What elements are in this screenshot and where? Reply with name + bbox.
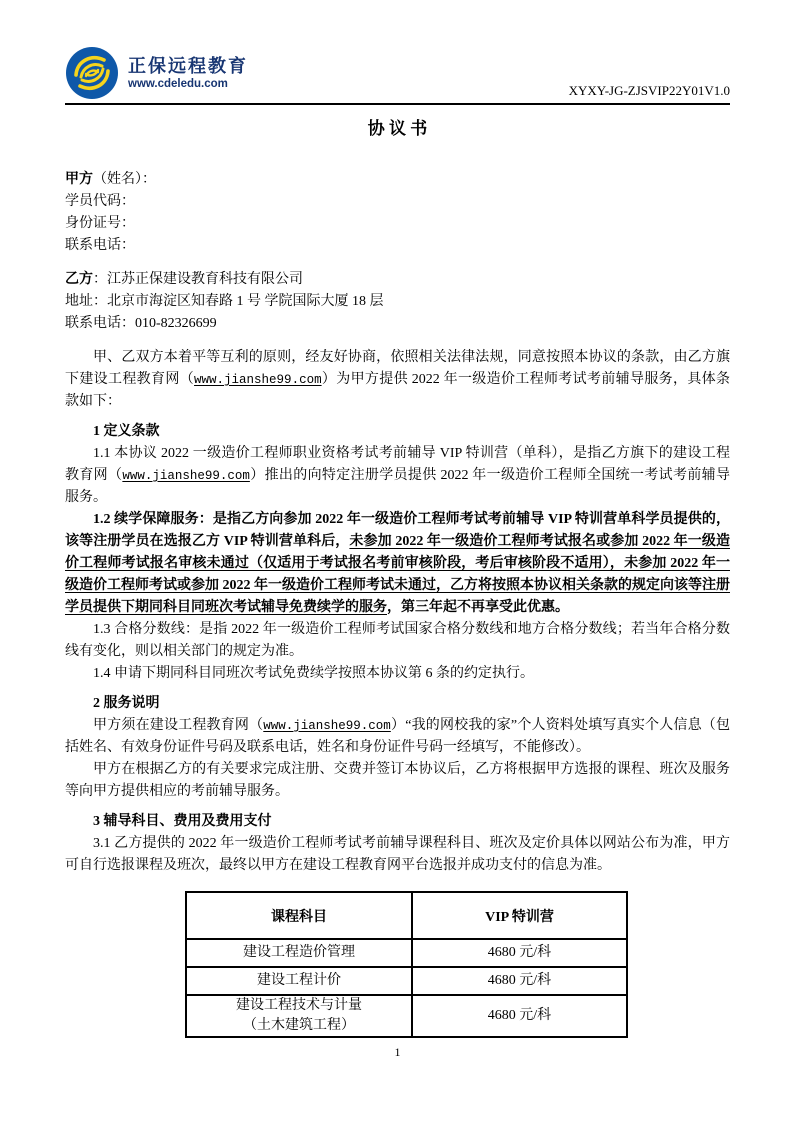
section-3-fees [65,811,730,877]
price-table [185,891,628,1038]
section-1-definitions [65,421,730,685]
party-a-name-line [65,169,730,191]
party-a-phone-line: 联系电话： [65,238,135,253]
subject-line-1: 建设工程技术与计量 [236,998,362,1013]
section-2-services [65,693,730,803]
section-2-heading: 2 服务说明 [93,696,160,711]
intro-text-1: 甲、乙双方本着平等互利的原则，经友好协商，依照相关法律法规，同意按照本协议的条款，由乙方旗下建设工程教育网（ [65,350,730,387]
party-a-label-rest: （姓名）： [93,172,156,187]
page-number: 1 [394,1045,401,1059]
party-a-student-code-line: 学员代码： [65,194,135,209]
clause-1-1-text-2: ）推出的向特定注册学员提供 2022 年一级造价工程师全国统一考试考前辅导服务。 [65,468,731,505]
page-title: 协 议 书 [367,119,428,138]
party-b-company: ：江苏正保建设教育科技有限公司 [93,272,303,287]
price-table-header-price: VIP 特训营 [412,892,627,939]
price-cell: 4680 元/科 [412,939,627,967]
party-b-phone-line: 联系电话：010-82326699 [65,316,217,331]
price-cell: 4680 元/科 [412,967,627,995]
price-table-header-row [186,892,627,939]
brand-name: 正保远程教育 [128,56,248,76]
clause-2-1 [65,715,730,759]
intro-text-2: ）为甲方提供 2022 年一级造价工程师考试考前辅导服务，具体条款如下： [65,372,731,409]
intro-paragraph [65,347,730,413]
party-a-label: 甲方 [65,172,93,187]
clause-1-2 [65,509,730,619]
clause-1-1-text-1: 1.1 本协议 2022 一级造价工程师职业资格考试考前辅导 VIP 特训营（单科），是指乙方旗下的建设工程教育网（ [65,446,730,483]
section-1-heading: 1 定义条款 [93,424,160,439]
party-b-block [65,269,730,335]
intro-block [65,347,730,413]
party-b-address-line: 地址：北京市海淀区知春路 1 号 学院国际大厦 18 层 [65,294,384,309]
clause-1-4: 1.4 申请下期同科目同班次考试免费续学按照本协议第 6 条的约定执行。 [93,666,534,681]
table-row [186,939,627,967]
clause-1-2-text-1: 1.2 续学保障服务：是指乙方向参加 2022 年一级造价工程师考试考前辅导 VIP 特训营单科学员提供的，该等注册学员在选报乙方 VIP 特训营单科后， [65,512,730,549]
document-header [65,46,730,105]
jianshe99-link: www.jianshe99.com [122,469,250,483]
party-b-name-line [65,269,730,291]
document-code: XYXY-JG-ZJSVIP22Y01V1.0 [568,83,730,98]
clause-1-1 [65,443,730,509]
clause-3-1: 3.1 乙方提供的 2022 年一级造价工程师考试考前辅导课程科目、班次及定价具体以网站公布为准，甲方可自行选报课程及班次，最终以甲方在建设工程教育网平台选报并成功支付的信息为准。 [65,836,730,873]
table-row [186,967,627,995]
subject-cell: 建设工程造价管理 [186,939,412,967]
clause-1-3: 1.3 合格分数线：是指 2022 年一级造价工程师考试国家合格分数线和地方合格分数线；若当年合格分数线有变化，则以相关部门的规定为准。 [65,622,730,659]
party-b-label: 乙方 [65,272,93,287]
clause-1-2-underlined: 未参加 2022 年一级造价工程师考试报名或参加 2022 年一级造价工程师考试报名审核未通过（仅适用于考试报名考前审核阶段，考后审核阶段不适用），未参加 2022 年一级造价工程师考试或参加 2022 年一级造价工程师考试未通过，乙方将按照本协议相关条款的规定向该等注册学员提供下期同科目同班次考试辅导免费续学的服务 [65,534,730,615]
party-a-id-line: 身份证号： [65,216,135,231]
party-a-block [65,169,730,257]
brand-logo-icon [65,46,119,100]
price-table-header-subject: 课程科目 [186,892,412,939]
clause-1-2-text-3: ，第三年起不再享受此优惠。 [387,600,569,615]
clause-2-1-text-2: ）“我的网校我的家”个人资料处填写真实个人信息（包括姓名、有效身份证件号码及联系电话，姓名和身份证件号码一经填写，不能修改）。 [65,718,730,755]
brand [65,46,248,100]
brand-text [128,55,248,91]
price-cell: 4680 元/科 [412,995,627,1037]
jianshe99-link: www.jianshe99.com [194,373,322,387]
subject-line-2: （土木建筑工程） [243,1018,355,1033]
subject-cell: 建设工程计价 [186,967,412,995]
table-row [186,995,627,1037]
clause-2-1-text-1: 甲方须在建设工程教育网（ [93,718,264,733]
section-3-heading: 3 辅导科目、费用及费用支付 [93,814,272,829]
subject-cell [186,995,412,1037]
brand-url: www.cdeledu.com [128,78,228,90]
clause-2-2: 甲方在根据乙方的有关要求完成注册、交费并签订本协议后，乙方将根据甲方选报的课程、班次及服务等向甲方提供相应的考前辅导服务。 [65,762,730,799]
jianshe99-link: www.jianshe99.com [263,719,391,733]
